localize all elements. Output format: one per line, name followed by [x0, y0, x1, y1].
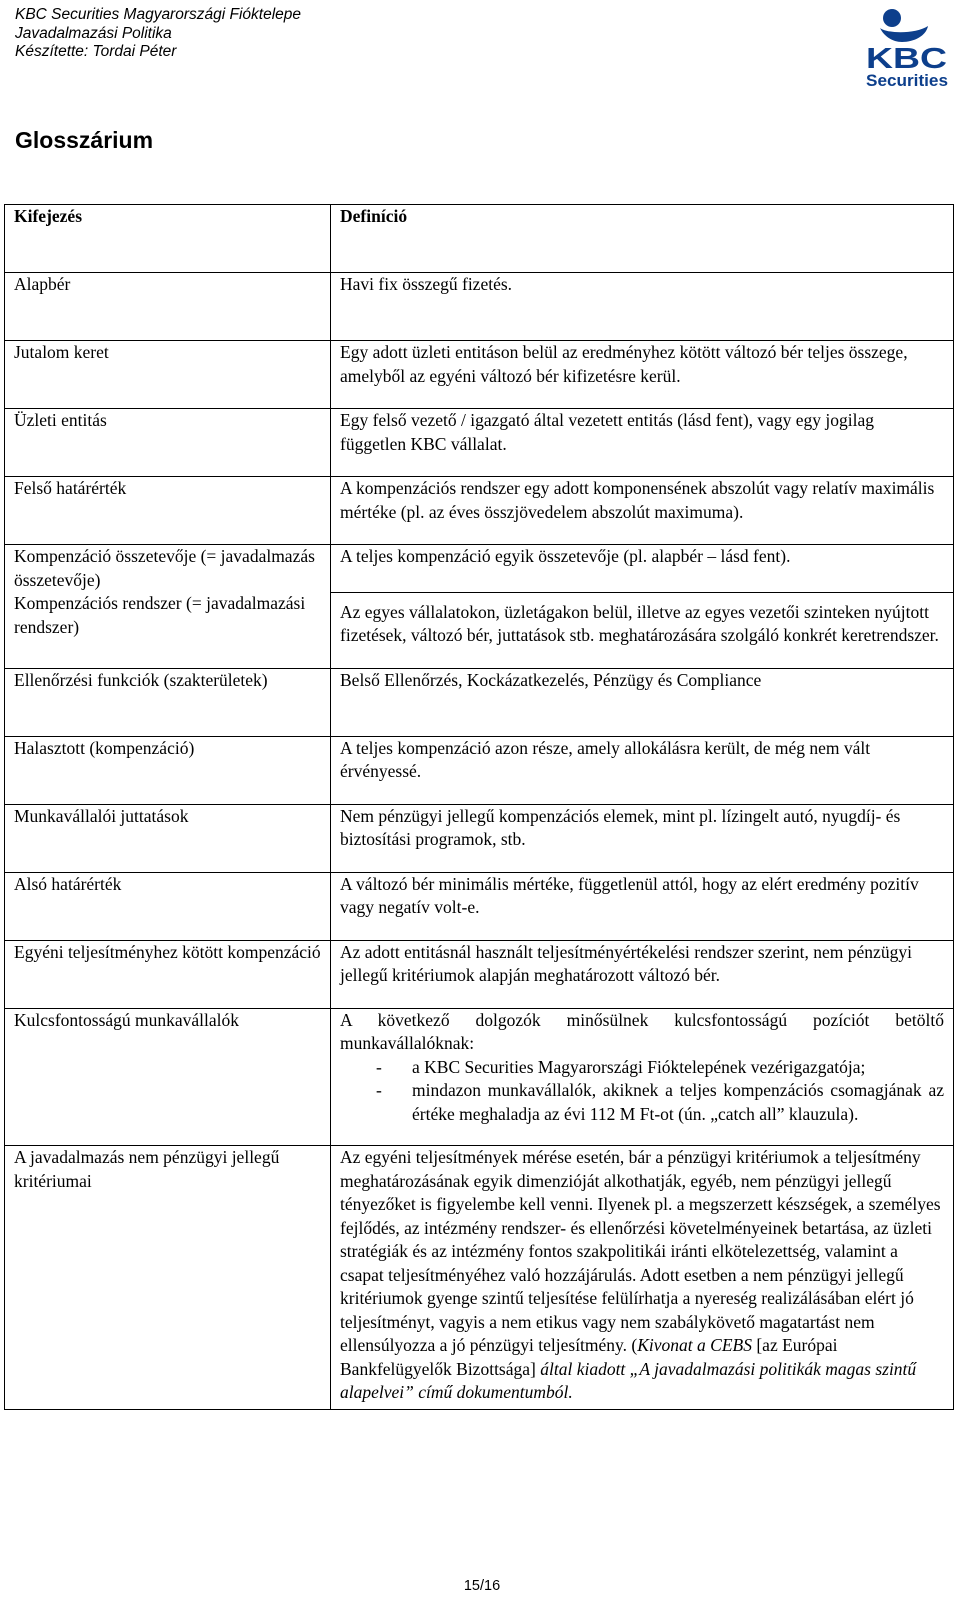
- bullet-text: a KBC Securities Magyarországi Fióktelepének vezérigazgatója;: [412, 1056, 866, 1077]
- logo-figure-icon: [880, 9, 928, 42]
- term-cell: Egyéni teljesítményhez kötött kompenzáció: [5, 940, 331, 1008]
- definition-cell: A teljes kompenzáció azon része, amely allokálásra került, de még nem vált érvényessé.: [331, 736, 954, 804]
- source-italic-2: által kiadott „A javadalmazási politikák magas szintű alapelvei” című dokumentumból.: [340, 1358, 917, 1402]
- definition-cell: A kompenzációs rendszer egy adott komponensének abszolút vagy relatív maximális mértéke (pl. az éves összjövedelem abszolút maximuma).: [331, 477, 954, 545]
- term-cell: Alsó határérték: [5, 872, 331, 940]
- bullet-dash: -: [376, 1056, 382, 1077]
- term-cell: Alapbér: [5, 273, 331, 341]
- definition-cell: A változó bér minimális mértéke, függetlenül attól, hogy az elért eredmény pozitív vagy negatív volt-e.: [331, 872, 954, 940]
- term-cell: Halasztott (kompenzáció): [5, 736, 331, 804]
- list-item: [340, 1079, 944, 1126]
- document-header: [15, 6, 301, 62]
- glossary-table: [4, 204, 954, 1410]
- source-open: (: [631, 1335, 638, 1355]
- column-header-definition: Definíció: [331, 205, 954, 273]
- definition-cell: [331, 1146, 954, 1410]
- header-author: Készítette: Tordai Péter: [15, 43, 177, 60]
- term-cell: Kompenzáció összetevője (= javadalmazás összetevője): [5, 545, 331, 593]
- table-row: [5, 592, 954, 668]
- table-row: [5, 736, 954, 804]
- definition-cell: Az egyes vállalatokon, üzletágakon belül, illetve az egyes vezetői szinteken nyújtott fizetések, változó bér, juttatások stb. meghatározására szolgáló konkrét keretrendszer.: [331, 592, 954, 668]
- table-row: [5, 273, 954, 341]
- definition-text: Az egyéni teljesítmények mérése esetén, bár a pénzügyi kritériumok a teljesítmény meghatározásának egyik dimenzióját alkothatják, egyéb, nem pénzügyi jellegű tényezőket is figyelembe kell venni. Ilyenek pl. a megszerzett készségek, a személyes fejlődés, az intézmény rendszer- és ellenőrzési követelményeinek betartása, az üzleti stratégiák és az intézmény fontos szakpolitikái iránti elkötelezettség, valamint a csapat teljesítményéhez való hozzájárulás. Adott esetben a nem pénzügyi jellegű kritériumok gyenge szintű teljesítése felülírhatja a nyereség realizálásában elért jó teljesítményt, vagyis a nem etikus vagy nem szabálykövető magatartást nem ellensúlyozza a jó pénzügyi teljesítmény.: [340, 1147, 941, 1355]
- definition-cell: Egy adott üzleti entitáson belül az eredményhez kötött változó bér teljes összege, amelyből az egyéni változó bér kifizetésre kerül.: [331, 341, 954, 409]
- source-plain: [az Európai Bankfelügyelők Bizottsága]: [340, 1335, 838, 1379]
- header-document-name: Javadalmazási Politika: [15, 24, 172, 42]
- table-row: [5, 1146, 954, 1410]
- page-number: [0, 1578, 960, 1594]
- definition-cell: Az adott entitásnál használt teljesítményértékelési rendszer szerint, nem pénzügyi jellegű kritériumok alapján meghatározott változó bér.: [331, 940, 954, 1008]
- definition-cell: Nem pénzügyi jellegű kompenzációs elemek, mint pl. lízingelt autó, nyugdíj- és biztosítási programok, stb.: [331, 804, 954, 872]
- table-header-row: [5, 205, 954, 273]
- bullet-dash: -: [376, 1080, 382, 1100]
- table-row: [5, 545, 954, 593]
- term-cell: Felső határérték: [5, 477, 331, 545]
- logo-text-securities: Securities: [866, 71, 948, 90]
- table-row: [5, 872, 954, 940]
- table-row: [5, 409, 954, 477]
- definition-intro: A következő dolgozók minősülnek kulcsfontosságú pozíciót betöltő munkavállalóknak:: [340, 1009, 944, 1053]
- term-cell: Ellenőrzési funkciók (szakterületek): [5, 668, 331, 736]
- definition-cell: A teljes kompenzáció egyik összetevője (pl. alapbér – lásd fent).: [331, 545, 954, 593]
- term-cell: Munkavállalói juttatások: [5, 804, 331, 872]
- table-row: [5, 668, 954, 736]
- page-title: Glosszárium: [15, 127, 154, 153]
- bullet-text: mindazon munkavállalók, akiknek a teljes kompenzációs csomagjának az értéke meghaladja az évi 112 M Ft-ot (ún. „catch all” klauzula).: [412, 1080, 944, 1124]
- definition-bullet-list: [340, 1056, 944, 1127]
- table-row: [5, 1008, 954, 1146]
- list-item: [340, 1056, 944, 1080]
- logo-text-kbc: KBC: [866, 43, 948, 75]
- term-cell: Üzleti entitás: [5, 409, 331, 477]
- table-row: [5, 477, 954, 545]
- table-row: [5, 804, 954, 872]
- term-cell: A javadalmazás nem pénzügyi jellegű kritériumai: [5, 1146, 331, 1410]
- term-cell: Kulcsfontosságú munkavállalók: [5, 1008, 331, 1146]
- column-header-term: Kifejezés: [5, 205, 331, 273]
- term-cell: Kompenzációs rendszer (= javadalmazási rendszer): [5, 592, 331, 668]
- definition-cell: Belső Ellenőrzés, Kockázatkezelés, Pénzügy és Compliance: [331, 668, 954, 736]
- table-row: [5, 940, 954, 1008]
- definition-cell: Havi fix összegű fizetés.: [331, 273, 954, 341]
- source-italic-1: Kivonat a CEBS: [637, 1335, 752, 1355]
- definition-cell: Egy felső vezető / igazgató által vezetett entitás (lásd fent), vagy egy jogilag független KBC vállalat.: [331, 409, 954, 477]
- page-number-text: 15/16: [463, 1578, 501, 1594]
- table-row: [5, 341, 954, 409]
- term-cell: Jutalom keret: [5, 341, 331, 409]
- header-company: KBC Securities Magyarországi Fióktelepe: [15, 6, 302, 23]
- definition-cell: [331, 1008, 954, 1146]
- kbc-securities-logo: [866, 4, 950, 92]
